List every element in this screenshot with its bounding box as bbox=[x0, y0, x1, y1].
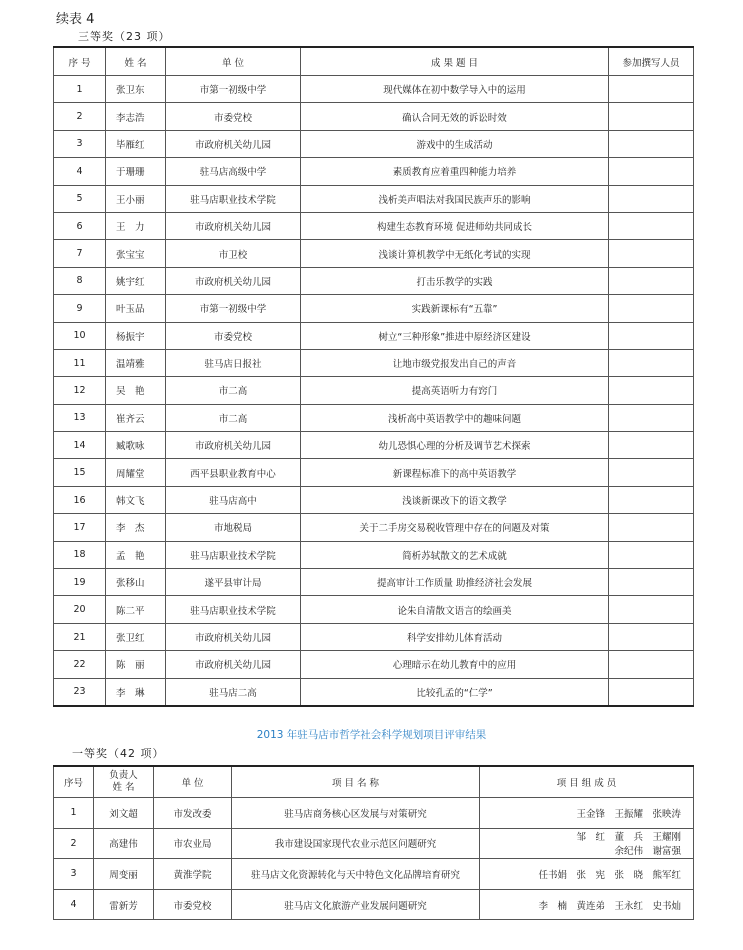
row-unit: 市二高 bbox=[166, 377, 301, 404]
row-name: 陈 丽 bbox=[106, 651, 166, 678]
header-unit: 单 位 bbox=[166, 47, 301, 76]
row-no: 16 bbox=[54, 486, 106, 513]
continued-label: 续表 4 bbox=[56, 12, 95, 27]
row-unit: 驻马店职业技术学院 bbox=[166, 185, 301, 212]
row-topic: 简析苏轼散文的艺术成就 bbox=[301, 541, 609, 568]
row-writers bbox=[609, 541, 694, 568]
table-row bbox=[54, 514, 694, 541]
row-writers bbox=[609, 651, 694, 678]
row-unit: 市卫校 bbox=[166, 240, 301, 267]
third-prize-rows bbox=[54, 76, 694, 706]
row-topic: 现代媒体在初中数学导入中的运用 bbox=[301, 76, 609, 103]
row-topic: 关于二手房交易税收管理中存在的问题及对策 bbox=[301, 514, 609, 541]
row-name: 李 杰 bbox=[106, 514, 166, 541]
row-name: 陈二平 bbox=[106, 596, 166, 623]
row-no: 11 bbox=[54, 349, 106, 376]
row-name: 张卫东 bbox=[106, 76, 166, 103]
row-name: 杨振宇 bbox=[106, 322, 166, 349]
third-prize-table bbox=[53, 46, 694, 707]
row-writers bbox=[609, 212, 694, 239]
table-row bbox=[54, 623, 694, 650]
row-no: 2 bbox=[54, 103, 106, 130]
row-topic: 浅谈新课改下的语文教学 bbox=[301, 486, 609, 513]
table-row bbox=[54, 76, 694, 103]
table-row bbox=[54, 185, 694, 212]
header-no: 序 号 bbox=[54, 47, 106, 76]
row-topic: 素质教育应着重四种能力培养 bbox=[301, 158, 609, 185]
row-name: 温靖雅 bbox=[106, 349, 166, 376]
row-topic: 构建生态教育环境 促进师幼共同成长 bbox=[301, 212, 609, 239]
row-topic: 树立“三种形象”推进中原经济区建设 bbox=[301, 322, 609, 349]
row-no: 7 bbox=[54, 240, 106, 267]
row-topic: 论朱自清散文语言的绘画美 bbox=[301, 596, 609, 623]
row-name: 李志浩 bbox=[106, 103, 166, 130]
row-name: 毕雁红 bbox=[106, 130, 166, 157]
row-name: 张卫红 bbox=[106, 623, 166, 650]
row-no: 12 bbox=[54, 377, 106, 404]
members-line2: 余纪伟 谢富强 bbox=[614, 846, 681, 858]
row-writers bbox=[609, 596, 694, 623]
row-members bbox=[480, 828, 694, 859]
row-members bbox=[480, 798, 694, 829]
row-unit: 市第一初级中学 bbox=[166, 76, 301, 103]
row-no: 2 bbox=[54, 828, 94, 859]
row-writers bbox=[609, 623, 694, 650]
row-project: 驻马店文化资源转化与天中特色文化品牌培育研究 bbox=[232, 859, 480, 890]
row-name: 李 琳 bbox=[106, 678, 166, 706]
row-writers bbox=[609, 377, 694, 404]
row-topic: 幼儿恐惧心理的分析及调节艺术探索 bbox=[301, 432, 609, 459]
row-name: 韩文飞 bbox=[106, 486, 166, 513]
table-row bbox=[54, 158, 694, 185]
table-row bbox=[54, 212, 694, 239]
table-row bbox=[54, 541, 694, 568]
row-writers bbox=[609, 185, 694, 212]
row-leader: 刘文超 bbox=[94, 798, 154, 829]
table-row bbox=[54, 432, 694, 459]
row-no: 3 bbox=[54, 130, 106, 157]
table-row bbox=[54, 569, 694, 596]
table-row bbox=[54, 828, 694, 859]
table-row bbox=[54, 103, 694, 130]
row-unit: 西平县职业教育中心 bbox=[166, 459, 301, 486]
row-no: 3 bbox=[54, 859, 94, 890]
row-no: 18 bbox=[54, 541, 106, 568]
table-header-row bbox=[54, 47, 694, 76]
row-writers bbox=[609, 404, 694, 431]
row-topic: 确认合同无效的诉讼时效 bbox=[301, 103, 609, 130]
header-name: 姓 名 bbox=[106, 47, 166, 76]
row-no: 23 bbox=[54, 678, 106, 706]
row-name: 臧歌咏 bbox=[106, 432, 166, 459]
row-unit: 市地税局 bbox=[166, 514, 301, 541]
row-unit: 市政府机关幼儿园 bbox=[166, 130, 301, 157]
table-row bbox=[54, 486, 694, 513]
table-row bbox=[54, 267, 694, 294]
header-project: 项 目 名 称 bbox=[232, 766, 480, 798]
row-no: 20 bbox=[54, 596, 106, 623]
row-name: 张宝宝 bbox=[106, 240, 166, 267]
row-writers bbox=[609, 514, 694, 541]
header-no: 序号 bbox=[54, 766, 94, 798]
table-row bbox=[54, 596, 694, 623]
row-name: 王小丽 bbox=[106, 185, 166, 212]
table-row bbox=[54, 459, 694, 486]
row-topic: 浅析美声唱法对我国民族声乐的影响 bbox=[301, 185, 609, 212]
row-name: 张移山 bbox=[106, 569, 166, 596]
row-topic: 提高英语听力有窍门 bbox=[301, 377, 609, 404]
row-topic: 提高审计工作质量 助推经济社会发展 bbox=[301, 569, 609, 596]
table-row bbox=[54, 349, 694, 376]
row-unit: 驻马店职业技术学院 bbox=[166, 541, 301, 568]
row-project: 我市建设国家现代农业示范区问题研究 bbox=[232, 828, 480, 859]
row-unit: 黄淮学院 bbox=[154, 859, 232, 890]
row-no: 22 bbox=[54, 651, 106, 678]
row-topic: 心理暗示在幼儿教育中的应用 bbox=[301, 651, 609, 678]
row-writers bbox=[609, 240, 694, 267]
row-unit: 市委党校 bbox=[166, 103, 301, 130]
row-topic: 游戏中的生成活动 bbox=[301, 130, 609, 157]
row-writers bbox=[609, 569, 694, 596]
row-name: 姚宇红 bbox=[106, 267, 166, 294]
row-topic: 新课程标准下的高中英语教学 bbox=[301, 459, 609, 486]
row-no: 15 bbox=[54, 459, 106, 486]
row-topic: 让地市级党报发出自己的声音 bbox=[301, 349, 609, 376]
row-unit: 遂平县审计局 bbox=[166, 569, 301, 596]
row-name: 王 力 bbox=[106, 212, 166, 239]
row-writers bbox=[609, 158, 694, 185]
row-name: 叶玉品 bbox=[106, 295, 166, 322]
row-topic: 比较孔孟的“仁学” bbox=[301, 678, 609, 706]
header-topic: 成 果 题 目 bbox=[301, 47, 609, 76]
row-name: 于珊珊 bbox=[106, 158, 166, 185]
row-writers bbox=[609, 678, 694, 706]
row-no: 14 bbox=[54, 432, 106, 459]
row-no: 9 bbox=[54, 295, 106, 322]
row-leader: 雷新芳 bbox=[94, 889, 154, 920]
header-leader bbox=[94, 766, 154, 798]
row-unit: 市发改委 bbox=[154, 798, 232, 829]
row-unit: 市政府机关幼儿园 bbox=[166, 267, 301, 294]
row-unit: 市委党校 bbox=[154, 889, 232, 920]
section-title-third-prize: 三等奖（23 项） bbox=[78, 30, 171, 43]
table-row bbox=[54, 130, 694, 157]
row-leader: 高建伟 bbox=[94, 828, 154, 859]
row-unit: 驻马店二高 bbox=[166, 678, 301, 706]
table-row bbox=[54, 377, 694, 404]
table-header-row bbox=[54, 766, 694, 798]
row-name: 吴 艳 bbox=[106, 377, 166, 404]
table-row bbox=[54, 295, 694, 322]
row-topic: 科学安排幼儿体育活动 bbox=[301, 623, 609, 650]
row-members bbox=[480, 859, 694, 890]
row-unit: 驻马店日报社 bbox=[166, 349, 301, 376]
row-name: 崔齐云 bbox=[106, 404, 166, 431]
row-unit: 市政府机关幼儿园 bbox=[166, 623, 301, 650]
members-line1: 邹 红 董 兵 王耀刚 bbox=[576, 832, 681, 844]
header-members: 项 目 组 成 员 bbox=[480, 766, 694, 798]
row-no: 1 bbox=[54, 76, 106, 103]
members-line1: 王金锋 王振耀 张映涛 bbox=[576, 808, 681, 820]
row-unit: 市委党校 bbox=[166, 322, 301, 349]
row-unit: 驻马店高级中学 bbox=[166, 158, 301, 185]
row-writers bbox=[609, 322, 694, 349]
row-writers bbox=[609, 295, 694, 322]
row-no: 6 bbox=[54, 212, 106, 239]
row-no: 4 bbox=[54, 889, 94, 920]
row-no: 5 bbox=[54, 185, 106, 212]
row-unit: 市政府机关幼儿园 bbox=[166, 651, 301, 678]
row-no: 4 bbox=[54, 158, 106, 185]
table-row bbox=[54, 889, 694, 920]
row-leader: 周变丽 bbox=[94, 859, 154, 890]
row-name: 孟 艳 bbox=[106, 541, 166, 568]
first-prize-table bbox=[53, 765, 694, 920]
header-leader-line2: 姓 名 bbox=[112, 782, 135, 793]
members-line1: 任书娟 张 宪 张 晓 熊军红 bbox=[538, 869, 681, 881]
table-row bbox=[54, 798, 694, 829]
project-results-heading: 2013 年驻马店市哲学社会科学规划项目评审结果 bbox=[256, 729, 487, 741]
row-no: 17 bbox=[54, 514, 106, 541]
section-title-first-prize: 一等奖（42 项） bbox=[72, 747, 165, 760]
row-topic: 实践新课标有“五靠” bbox=[301, 295, 609, 322]
row-unit: 市二高 bbox=[166, 404, 301, 431]
row-no: 19 bbox=[54, 569, 106, 596]
row-unit: 市政府机关幼儿园 bbox=[166, 432, 301, 459]
row-unit: 驻马店职业技术学院 bbox=[166, 596, 301, 623]
row-project: 驻马店商务核心区发展与对策研究 bbox=[232, 798, 480, 829]
row-unit: 驻马店高中 bbox=[166, 486, 301, 513]
row-unit: 市政府机关幼儿园 bbox=[166, 212, 301, 239]
row-writers bbox=[609, 459, 694, 486]
table-row bbox=[54, 859, 694, 890]
row-unit: 市第一初级中学 bbox=[166, 295, 301, 322]
header-unit: 单 位 bbox=[154, 766, 232, 798]
members-line1: 李 楠 黄连弟 王永红 史书灿 bbox=[538, 900, 681, 912]
row-writers bbox=[609, 267, 694, 294]
row-no: 10 bbox=[54, 322, 106, 349]
row-members bbox=[480, 889, 694, 920]
row-project: 驻马店文化旅游产业发展问题研究 bbox=[232, 889, 480, 920]
table-row bbox=[54, 678, 694, 706]
row-no: 21 bbox=[54, 623, 106, 650]
first-prize-rows bbox=[54, 798, 694, 920]
table-row bbox=[54, 240, 694, 267]
table-row bbox=[54, 322, 694, 349]
header-writers: 参加撰写人员 bbox=[609, 47, 694, 76]
row-no: 1 bbox=[54, 798, 94, 829]
table-row bbox=[54, 404, 694, 431]
row-no: 13 bbox=[54, 404, 106, 431]
row-topic: 浅析高中英语教学中的趣味问题 bbox=[301, 404, 609, 431]
row-writers bbox=[609, 486, 694, 513]
row-name: 周耀堂 bbox=[106, 459, 166, 486]
row-writers bbox=[609, 76, 694, 103]
row-unit: 市农业局 bbox=[154, 828, 232, 859]
row-writers bbox=[609, 103, 694, 130]
header-leader-line1: 负责人 bbox=[109, 770, 138, 781]
row-writers bbox=[609, 349, 694, 376]
row-topic: 打击乐教学的实践 bbox=[301, 267, 609, 294]
table-row bbox=[54, 651, 694, 678]
row-writers bbox=[609, 130, 694, 157]
row-writers bbox=[609, 432, 694, 459]
row-topic: 浅谈计算机教学中无纸化考试的实现 bbox=[301, 240, 609, 267]
row-no: 8 bbox=[54, 267, 106, 294]
